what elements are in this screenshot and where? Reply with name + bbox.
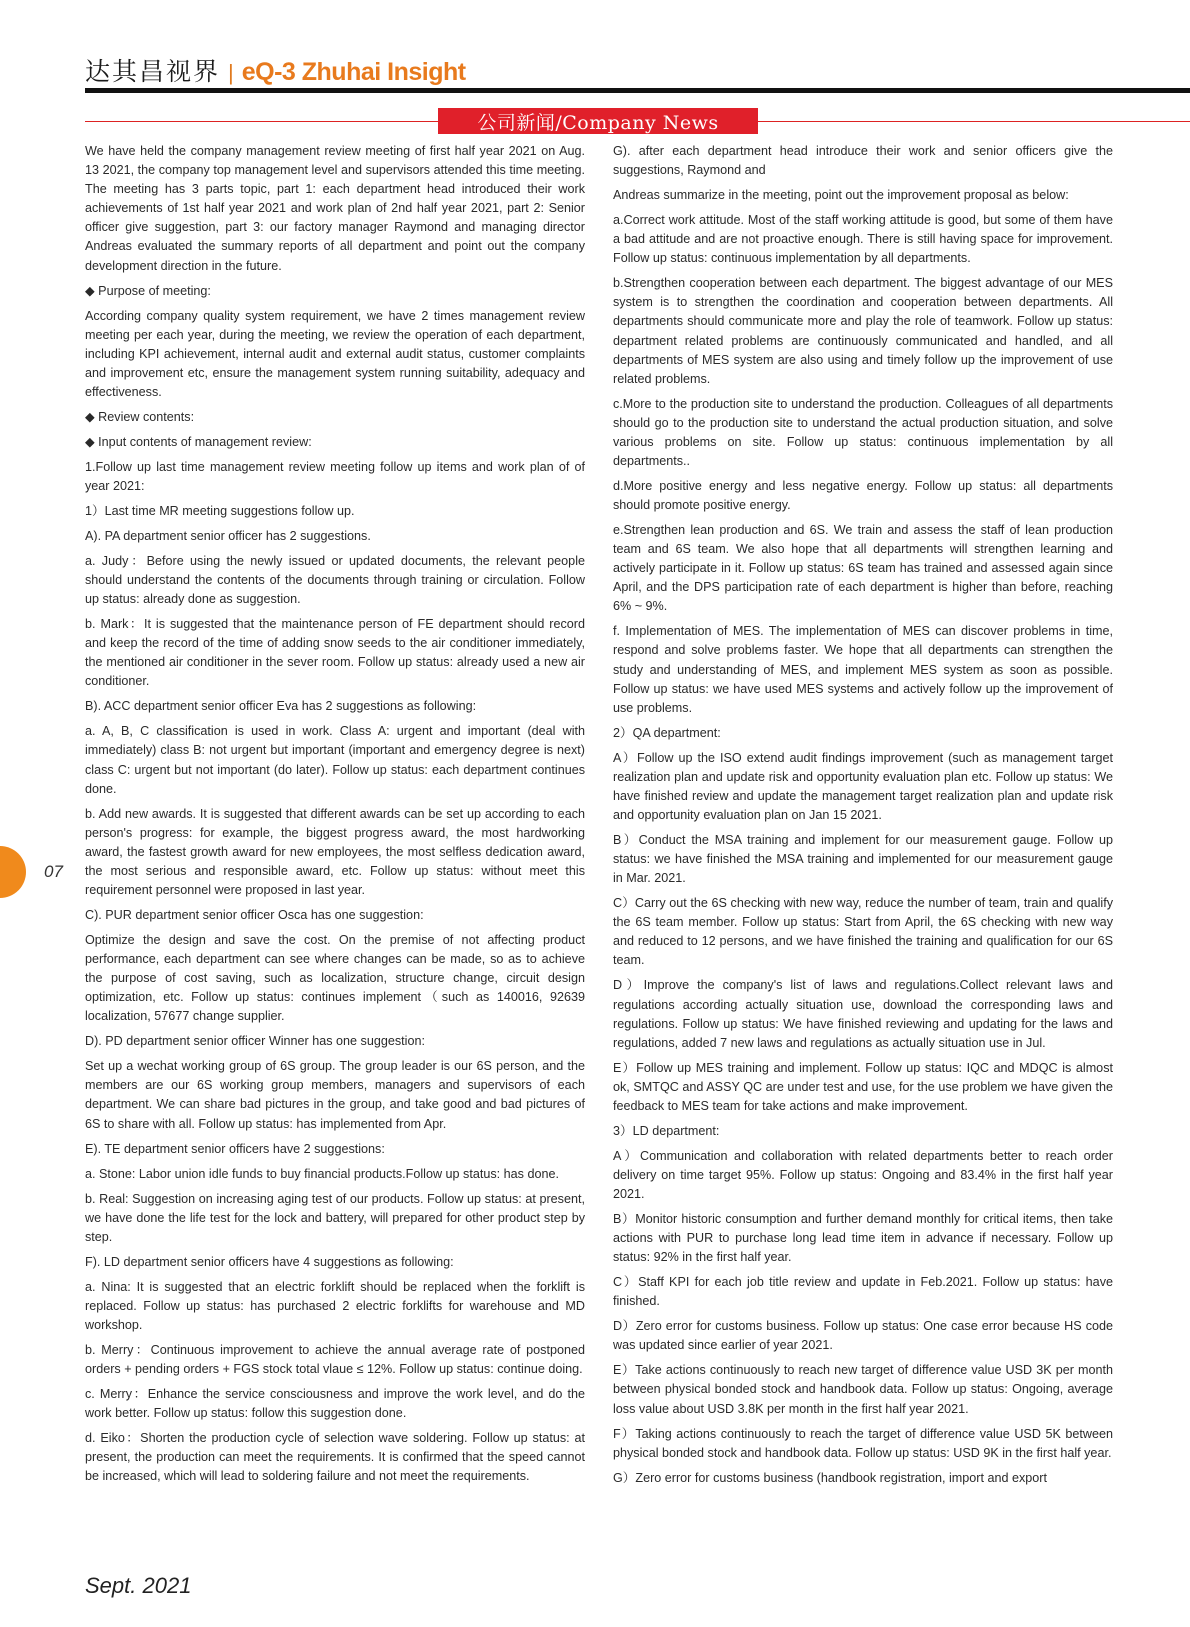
paragraph: d.More positive energy and less negative energy. Follow up status: all departments should promote positive energy. [613, 478, 1113, 513]
paragraph: 3）LD department: [613, 1123, 720, 1138]
paragraph: G）Zero error for customs business (handbook registration, import and export [613, 1470, 1047, 1485]
left-column [85, 142, 585, 1492]
paragraph: f. Implementation of MES. The implementation of MES can discover problems in time, respond and solve problems faster. We hope that all departments can strengthen the study and understanding of MES, and implement MES system as soon as possible. Follow up status: we have used MES systems and actively follow up the improvement of use problems. [613, 624, 1113, 715]
paragraph: b.Strengthen cooperation between each department. The biggest advantage of our MES system is to strengthen the coordination and cooperation between departments. All departments should communicate more and play the role of teamwork. Follow up status: department related problems are continuously communicated and handled, and all departments of MES system are also using and timely follow up the improvement of use related problems. [613, 276, 1113, 386]
paragraph: E）Take actions continuously to reach new target of difference value USD 3K per month between physical bonded stock and handbook data. Follow up status: Ongoing, average loss value about USD 3.8K per month in the first half year 2021. [613, 1363, 1113, 1416]
footer-date: Sept. 2021 [85, 1573, 192, 1598]
paragraph: ◆ Purpose of meeting: [85, 283, 211, 298]
paragraph: c.More to the production site to understand the production. Colleagues of all departments should go to the production site to understand the actual production situation, and solve various problems on site. Follow up status: continuous implementation by all departments.. [613, 396, 1113, 468]
paragraph: We have held the company management review meeting of first half year 2021 on Aug. 13 2021, the company top management level and supervisors attended this time meeting. The meeting has 3 parts topic, part 1: each department head introduced their work achievements of 1st half year 2021 and work plan of 2nd half year 2021, part 2: Senior officer give suggestion, part 3: our factory manager Raymond and managing director Andreas evaluated the summary reports of all department and point out the company development direction in the future. [85, 144, 585, 273]
paragraph: F). LD department senior officers have 4 suggestions as following: [85, 1254, 454, 1269]
paragraph: 1.Follow up last time management review meeting follow up items and work plan of of year 2021: [85, 459, 585, 493]
paragraph: a. Judy：Before using the newly issued or updated documents, the relevant people should understand the contents of the documents through training or circulation. Follow up status: already done as suggestion. [85, 553, 585, 607]
paragraph: ◆ Review contents: [85, 409, 195, 424]
paragraph: Set up a wechat working group of 6S group. The group leader is our 6S person, and the members are our 6S working group members, managers and supervisors of each department. We can share bad pictures in the group, and take good and bad pictures of 6S to share with all. Follow up status: has implemented from Apr. [85, 1059, 585, 1131]
header-rule [85, 88, 1190, 93]
paragraph: C）Carry out the 6S checking with new way, reduce the number of team, train and qualify the 6S team member. Follow up status: Start from April, the 6S checking with new way and reduced to 12 persons, and we have finished the training and qualification for our 6S team. [613, 896, 1113, 968]
page-tab-marker [0, 846, 26, 898]
paragraph: b. Add new awards. It is suggested that different awards can be set up according to each person's progress: for example, the biggest progress award, the most hardworking award, the fastest growth award for new employees, the most selfless dedication award, the most serious and responsible award, etc. Follow up status: without meet this requirement personnel were proposed in last year. [85, 806, 585, 897]
paragraph: C）Staff KPI for each job title review and update in Feb.2021. Follow up status: have finished. [613, 1275, 1113, 1309]
paragraph: a. Stone: Labor union idle funds to buy financial products.Follow up status: has done. [85, 1166, 559, 1181]
paragraph: a. Nina: It is suggested that an electric forklift should be replaced when the forklift is replaced. Follow up status: has purchased 2 electric forklifts for warehouse and MD workshop. [85, 1279, 585, 1332]
paragraph: b. Mark：It is suggested that the maintenance person of FE department should record and keep the record of the time of adding snow seeds to the air conditioner immediately, the mentioned air conditioner in the sever room. Follow up status: already used a new air conditioner. [85, 617, 585, 689]
paragraph: B）Monitor historic consumption and further demand monthly for critical items, then take actions with PUR to purchase long lead time item in advance if necessary. Follow up status: 92% in the first half year. [613, 1212, 1113, 1265]
section-banner: 公司新闻/Company News [438, 108, 758, 134]
page-header [85, 52, 466, 88]
paragraph: a. A, B, C classification is used in work. Class A: urgent and important (deal with immediately) class B: not urgent but important (important and emergency degree is next) class C: urgent but not important (do later). Follow up status: each department continues done. [85, 724, 585, 796]
paragraph: B). ACC department senior officer Eva has 2 suggestions as following: [85, 699, 477, 714]
paragraph: 1）Last time MR meeting suggestions follow up. [85, 503, 355, 518]
paragraph: 2）QA department: [613, 725, 721, 740]
paragraph: B）Conduct the MSA training and implement for our measurement gauge. Follow up status: we have finished the MSA training and implemented for our measurement gauge in Mar. 2021. [613, 833, 1113, 886]
paragraph: b. Merry：Continuous improvement to achieve the annual average rate of postponed orders + pending orders + FGS stock total vlaue ≤ 12%. Follow up status: continue doing. [85, 1342, 585, 1376]
paragraph: A）Follow up the ISO extend audit findings improvement (such as management target realization plan and update risk and opportunity evaluation plan etc. Follow up status: We have finished review and update the management target realization plan and update risk and opportunity evaluation plan on Jan 15 2021. [613, 750, 1113, 823]
paragraph: c. Merry：Enhance the service consciousness and improve the work level, and do the work better. Follow up status: follow this suggestion done. [85, 1386, 585, 1421]
paragraph: C). PUR department senior officer Osca has one suggestion: [85, 907, 424, 922]
paragraph: D）Zero error for customs business. Follow up status: One case error because HS code was updated since earlier of year 2021. [613, 1319, 1113, 1353]
paragraph: According company quality system requirement, we have 2 times management review meeting per each year, during the meeting, we review the operation of each department, including KPI achievement, internal audit and external audit status, customer complaints and improvement etc, ensure the management system running suitability, adequacy and effectiveness. [85, 308, 585, 399]
paragraph: E). TE department senior officers have 2 suggestions: [85, 1141, 385, 1156]
paragraph: b. Real: Suggestion on increasing aging test of our products. Follow up status: at present, we have done the life test for the lock and battery, will prepared for other product step by step. [85, 1191, 585, 1244]
paragraph: a.Correct work attitude. Most of the staff working attitude is good, but some of them have a bad attitude and are not proactive enough. There is still having space for improvement. Follow up status: continuous implementation by all departments. [613, 213, 1113, 266]
paragraph: Andreas summarize in the meeting, point out the improvement proposal as below: [613, 188, 1069, 203]
paragraph: G). after each department head introduce their work and senior officers give the suggestions, Raymond and [613, 144, 1113, 178]
right-column [613, 142, 1113, 1494]
page-number: 07 [44, 862, 63, 881]
paragraph: F）Taking actions continuously to reach the target of difference value USD 5K between physical bonded stock and handbook data. Follow up status: USD 9K in the first half year. [613, 1426, 1113, 1460]
paragraph: ◆ Input contents of management review: [85, 434, 312, 449]
paragraph: e.Strengthen lean production and 6S. We train and assess the staff of lean production team and 6S team. We also hope that all departments will strengthen learning and actively participate in it. Follow up status: 6S team has trained and assessed again since April, and the DPS participation rate of each department is higher than before, reaching 6% ~ 9%. [613, 523, 1113, 614]
header-english-title: eQ-3 Zhuhai Insight [241, 58, 466, 86]
paragraph: A）Communication and collaboration with related departments better to reach order delivery on time target 95%. Follow up status: Ongoing and 83.4% in the first half year 2021. [613, 1148, 1113, 1202]
paragraph: A). PA department senior officer has 2 suggestions. [85, 528, 371, 543]
paragraph: D). PD department senior officer Winner has one suggestion: [85, 1034, 425, 1049]
paragraph: d. Eiko：Shorten the production cycle of selection wave soldering. Follow up status: at present, the production can meet the requirements. It is confirmed that the speed cannot be increased, which will lead to soldering failure and not meet the requirements. [85, 1431, 585, 1484]
paragraph: E）Follow up MES training and implement. Follow up status: IQC and MDQC is almost ok, SMTQC and ASSY QC are under test and use, for the use problem we have given the feedback to MES team for take actions and make improvement. [613, 1060, 1113, 1113]
paragraph: D）Improve the company's list of laws and regulations.Collect relevant laws and regulations according actually situation use, download the corresponding laws and regulations. Follow up status: We have finished reviewing and updating for the laws and regulations, added 7 new laws and regulations as actually situation use in Jul. [613, 978, 1113, 1050]
header-separator: | [228, 60, 234, 85]
header-chinese-title: 达其昌视界 [85, 57, 221, 86]
paragraph: Optimize the design and save the cost. On the premise of not affecting product performance, each department can see where changes can be made, so as to achieve the purpose of cost saving, such as localization, structure change, circuit design optimization, etc. Follow up status: continues implement（such as 140016, 92639 localization, 57677 change supplier. [85, 932, 585, 1024]
